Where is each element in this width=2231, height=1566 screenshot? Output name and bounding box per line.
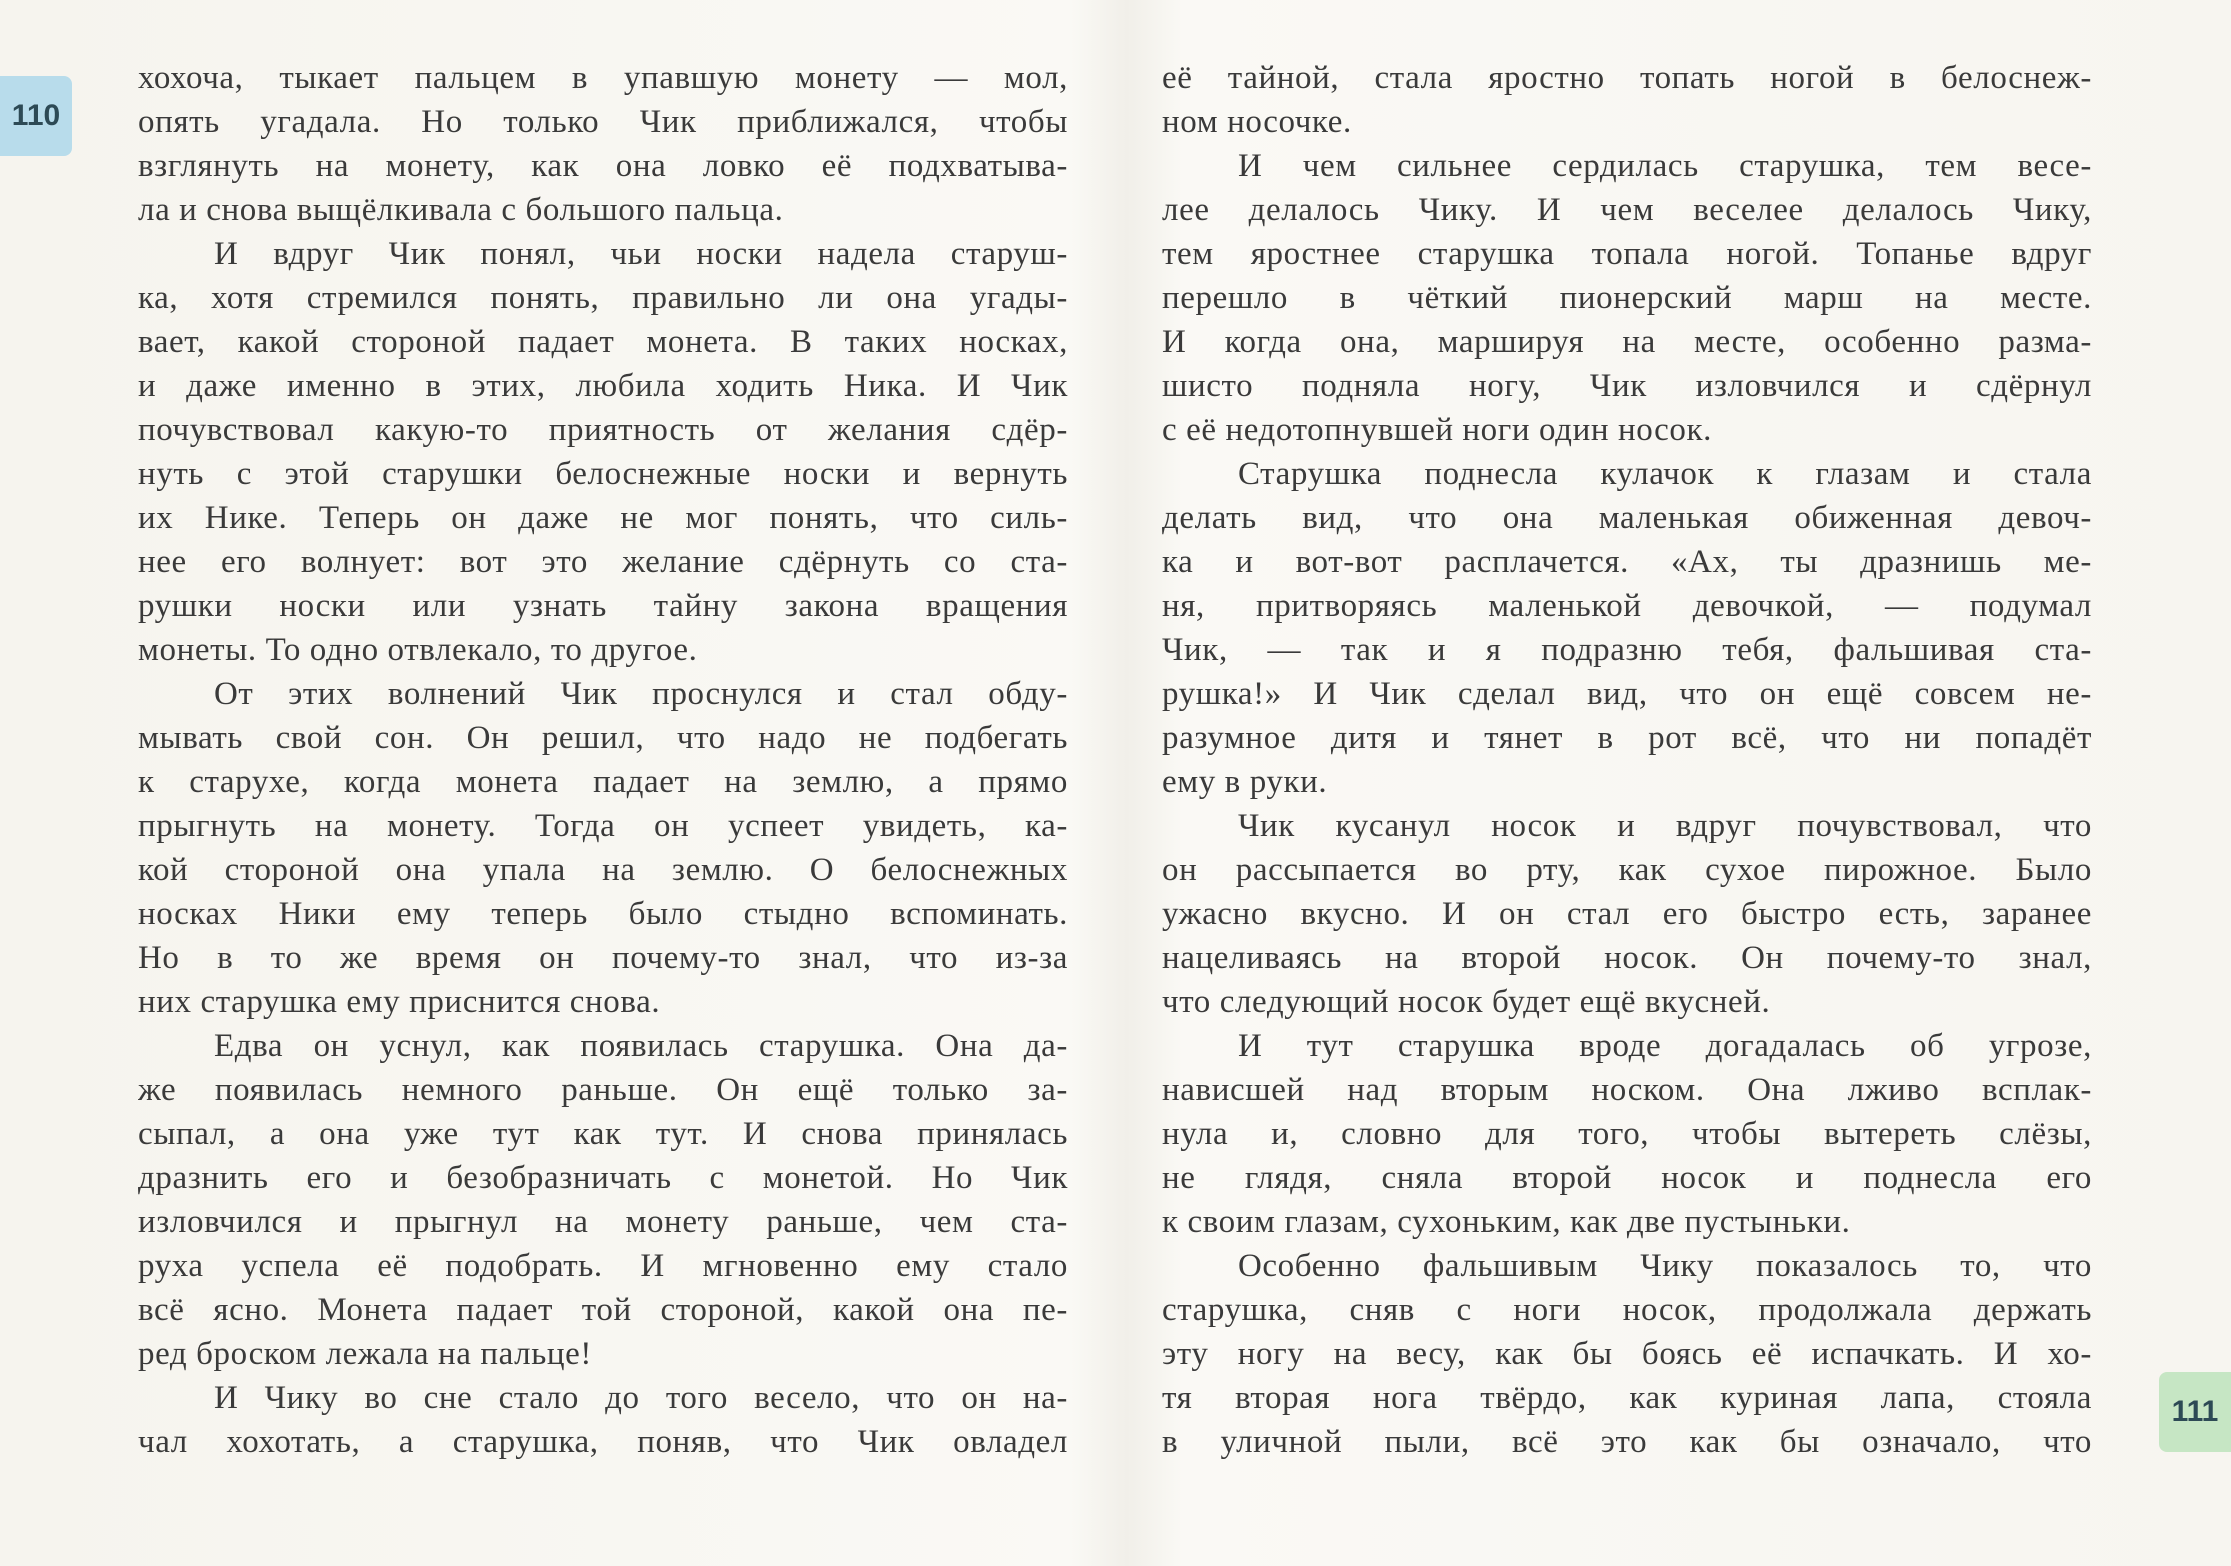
text-line: От этих волнений Чик проснулся и стал обду-	[214, 676, 1068, 712]
text-line: сыпал, а она уже тут как тут. И снова принялась	[138, 1116, 1068, 1152]
text-line: И тут старушка вроде догадалась об угрозе,	[1238, 1028, 2092, 1064]
text-line: тем яростнее старушка топала ногой. Топанье вдруг	[1162, 236, 2092, 272]
text-line: Но в то же время он почему-то знал, что из-за	[138, 940, 1068, 976]
right-page-text	[1162, 56, 2092, 1464]
text-line: монеты. То одно отвлекало, то другое.	[138, 632, 698, 668]
text-line: ла и снова выщёлкивала с большого пальца.	[138, 192, 784, 228]
text-line: Едва он уснул, как появилась старушка. Она да-	[214, 1028, 1068, 1064]
text-line: её тайной, стала яростно топать ногой в белоснеж-	[1162, 60, 2092, 96]
text-line: И Чику во сне стало до того весело, что он на-	[214, 1380, 1068, 1416]
text-line: ему в руки.	[1162, 764, 1328, 800]
text-line: что следующий носок будет ещё вкусней.	[1162, 984, 1771, 1020]
text-line: руха успела её подобрать. И мгновенно ему стало	[138, 1248, 1068, 1284]
text-line: перешло в чёткий пионерский марш на месте.	[1162, 280, 2092, 316]
text-line: ред броском лежала на пальце!	[138, 1336, 592, 1372]
text-line: эту ногу на весу, как бы боясь её испачкать. И хо-	[1162, 1336, 2092, 1372]
text-line: он рассыпается во рту, как сухое пирожное. Было	[1162, 852, 2092, 888]
text-line: них старушка ему приснится снова.	[138, 984, 661, 1020]
text-line: нависшей над вторым носком. Она лживо всплак-	[1162, 1072, 2092, 1108]
left-page-text	[138, 56, 1068, 1464]
text-line: кой стороной она упала на землю. О белоснежных	[138, 852, 1068, 888]
text-line: ка, хотя стремился понять, правильно ли она угады-	[138, 280, 1068, 316]
text-line: опять угадала. Но только Чик приближался, чтобы	[138, 104, 1068, 140]
text-line: Старушка поднесла кулачок к глазам и стала	[1238, 456, 2092, 492]
text-line: изловчился и прыгнул на монету раньше, чем ста-	[138, 1204, 1068, 1240]
text-line: делать вид, что она маленькая обиженная девоч-	[1162, 500, 2092, 536]
text-line: мывать свой сон. Он решил, что надо не подбегать	[138, 720, 1068, 756]
text-line: старушка, сняв с ноги носок, продолжала держать	[1162, 1292, 2092, 1328]
text-line: носках Ники ему теперь было стыдно вспоминать.	[138, 896, 1068, 932]
text-line: разумное дитя и тянет в рот всё, что ни попадёт	[1162, 720, 2092, 756]
text-line: их Нике. Теперь он даже не мог понять, что силь-	[138, 500, 1068, 536]
text-line: хохоча, тыкает пальцем в упавшую монету — мол,	[138, 60, 1068, 96]
text-line: с её недотопнувшей ноги один носок.	[1162, 412, 1712, 448]
text-line: взглянуть на монету, как она ловко её подхватыва-	[138, 148, 1068, 184]
text-line: ня, притворяясь маленькой девочкой, — подумал	[1162, 588, 2092, 624]
text-line: к своим глазам, сухоньким, как две пустыньки.	[1162, 1204, 1851, 1240]
text-line: дразнить его и безобразничать с монетой. Но Чик	[138, 1160, 1068, 1196]
text-line: нацеливаясь на второй носок. Он почему-то знал,	[1162, 940, 2092, 976]
text-line: лее делалось Чику. И чем веселее делалось Чику,	[1162, 192, 2092, 228]
text-line: почувствовал какую-то приятность от желания сдёр-	[138, 412, 1068, 448]
text-line: рушка!» И Чик сделал вид, что он ещё совсем не-	[1162, 676, 2092, 712]
text-line: шисто подняла ногу, Чик изловчился и сдёрнул	[1162, 368, 2092, 404]
text-line: И чем сильнее сердилась старушка, тем весе-	[1238, 148, 2092, 184]
text-line: всё ясно. Монета падает той стороной, какой она пе-	[138, 1292, 1068, 1328]
text-line: нуть с этой старушки белоснежные носки и вернуть	[138, 456, 1068, 492]
text-line: ужасно вкусно. И он стал его быстро есть, заранее	[1162, 896, 2092, 932]
text-line: к старухе, когда монета падает на землю, а прямо	[138, 764, 1068, 800]
text-line: нее его волнует: вот это желание сдёрнуть со ста-	[138, 544, 1068, 580]
text-line: в уличной пыли, всё это как бы означало, что	[1162, 1424, 2092, 1460]
text-line: И когда она, маршируя на месте, особенно разма-	[1162, 324, 2092, 360]
text-line: тя вторая нога твёрдо, как куриная лапа, стояла	[1162, 1380, 2092, 1416]
text-line: и даже именно в этих, любила ходить Ника. И Чик	[138, 368, 1068, 404]
page-number-left: 110	[0, 76, 72, 156]
text-line: же появилась немного раньше. Он ещё только за-	[138, 1072, 1068, 1108]
text-line: Особенно фальшивым Чику показалось то, что	[1238, 1248, 2092, 1284]
text-line: вает, какой стороной падает монета. В таких носках,	[138, 324, 1068, 360]
text-line: ка и вот-вот расплачется. «Ах, ты дразнишь ме-	[1162, 544, 2092, 580]
text-line: ном носочке.	[1162, 104, 1352, 140]
text-line: прыгнуть на монету. Тогда он успеет увидеть, ка-	[138, 808, 1068, 844]
text-line: рушки носки или узнать тайну закона вращения	[138, 588, 1068, 624]
text-line: Чик кусанул носок и вдруг почувствовал, что	[1238, 808, 2092, 844]
page-number-right: 111	[2159, 1372, 2231, 1452]
text-line: Чик, — так и я подразню тебя, фальшивая ста-	[1162, 632, 2092, 668]
text-line: нула и, словно для того, чтобы вытереть слёзы,	[1162, 1116, 2092, 1152]
text-line: не глядя, сняла второй носок и поднесла его	[1162, 1160, 2092, 1196]
text-line: И вдруг Чик понял, чьи носки надела старуш-	[214, 236, 1068, 272]
text-line: чал хохотать, а старушка, поняв, что Чик овладел	[138, 1424, 1068, 1460]
